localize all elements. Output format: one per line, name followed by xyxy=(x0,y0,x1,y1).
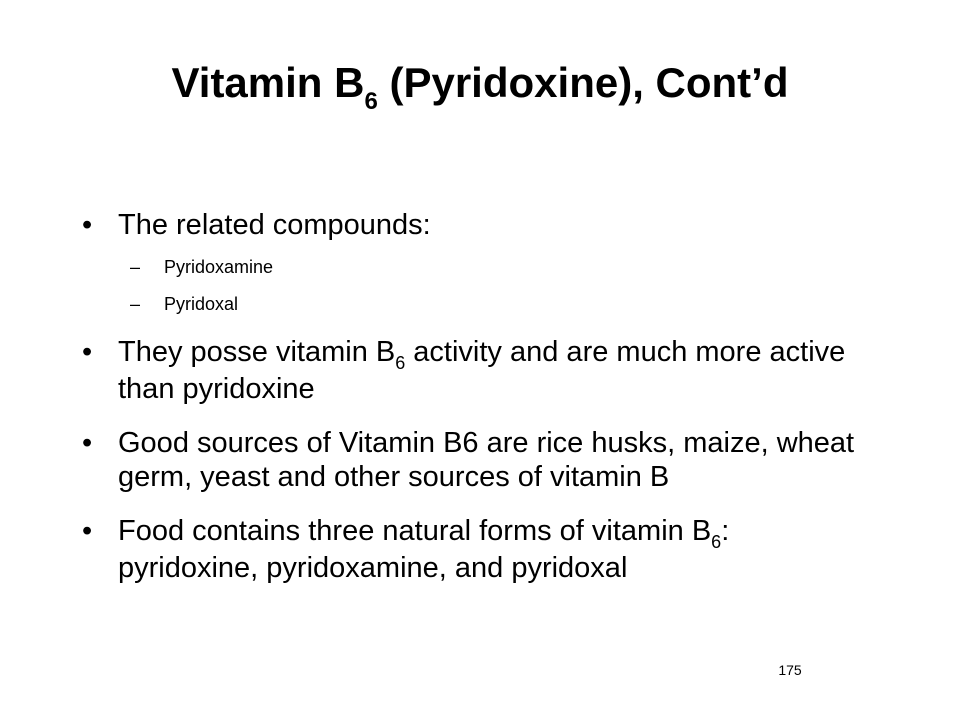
bullet-list xyxy=(82,208,872,585)
sub-item-text: Pyridoxamine xyxy=(164,257,274,277)
sub-item-pyridoxamine xyxy=(82,256,872,278)
sub-item-pyridoxal xyxy=(82,293,872,315)
page-number: 175 xyxy=(778,662,802,678)
bullet-subscript: 6 xyxy=(395,353,406,373)
sub-dash: – xyxy=(130,257,141,277)
bullet-dot: • xyxy=(82,209,93,241)
bullet-text: Good sources of Vitamin B6 are rice husks, maize, wheat germ, yeast and other sources of vitamin B xyxy=(118,427,855,493)
sub-item-text: Pyridoxal xyxy=(164,294,239,314)
title-text-post: (Pyridoxine), Cont’d xyxy=(377,59,789,106)
title-subscript: 6 xyxy=(364,88,378,115)
bullet-dot: • xyxy=(82,515,93,547)
bullet-text-pre: They posse vitamin B xyxy=(118,336,396,368)
bullet-text-post: : pyridoxine, pyridoxamine, and pyridoxal xyxy=(118,515,730,584)
title-text-pre: Vitamin B xyxy=(171,59,365,106)
sub-dash: – xyxy=(130,294,141,314)
bullet-subscript: 6 xyxy=(711,532,722,552)
bullet-item-sources xyxy=(82,426,872,494)
bullet-dot: • xyxy=(82,427,93,459)
bullet-text: The related compounds: xyxy=(118,209,431,241)
bullet-item-natural-forms xyxy=(82,514,872,585)
bullet-text-pre: Food contains three natural forms of vitamin B xyxy=(118,515,712,547)
bullet-text-post: activity and are much more active than pyridoxine xyxy=(118,336,846,405)
bullet-item-activity xyxy=(82,335,872,406)
bullet-item-related-compounds xyxy=(82,208,872,242)
bullet-dot: • xyxy=(82,336,93,368)
slide-title xyxy=(0,58,960,115)
